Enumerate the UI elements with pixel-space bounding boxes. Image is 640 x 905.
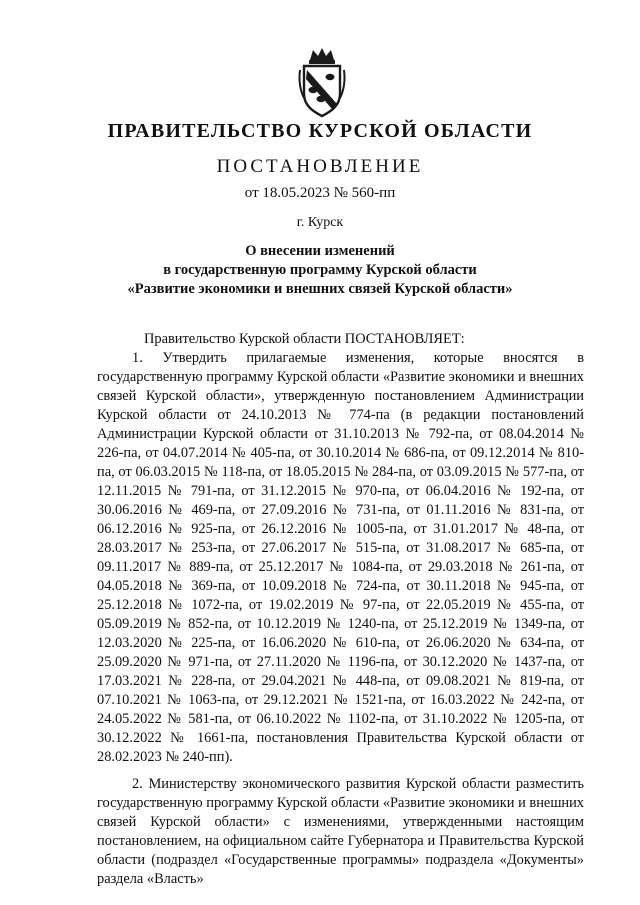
document-title	[0, 242, 640, 299]
preamble: Правительство Курской области ПОСТАНОВЛЯЕТ:	[144, 331, 465, 347]
document-city: г. Курск	[296, 215, 344, 230]
paragraph-item-1: 1. Утвердить прилагаемые изменения, которые вносятся в государственную программу Курской области «Развитие экономики и внешних связей Курской области», утвержденную постановлением Администрации Курской области от 24.10.2013 № 774-па (в редакции постановлений Администрации Курской области от 31.10.2013 № 792-па, от 08.04.2014 № 226-па, от 04.07.2014 № 405-па, от 30.10.2014 № 686-па, от 09.12.2014 № 810-па, от 06.03.2015 № 118-па, от 18.05.2015 № 284-па, от 03.09.2015 № 577-па, от 12.11.2015 № 791-па, от 31.12.2015 № 970-па, от 06.04.2016 № 192-па, от 30.06.2016 № 469-па, от 27.09.2016 № 731-па, от 01.11.2016 № 831-па, от 06.12.2016 № 925-па, от 26.12.2016 № 1005-па, от 31.01.2017 № 48-па, от 28.03.2017 № 253-па, от 27.06.2017 № 515-па, от 31.08.2017 № 685-па, от 09.11.2017 № 889-па, от 25.12.2017 № 1084-па, от 29.03.2018 № 261-па, от 04.05.2018 № 369-па, от 10.09.2018 № 724-па, от 30.11.2018 № 945-па, от 25.12.2018 № 1072-па, от 19.02.2019 № 97-па, от 22.05.2019 № 455-па, от 05.09.2019 № 852-па, от 10.12.2019 № 1240-па, от 25.12.2019 № 1349-па, от 12.03.2020 № 225-па, от 16.06.2020 № 610-па, от 26.06.2020 № 634-па, от 25.09.2020 № 971-па, от 27.11.2020 № 1196-па, от 30.12.2020 № 1437-па, от 17.03.2021 № 228-па, от 29.04.2021 № 448-па, от 09.08.2021 № 819-па, от 07.10.2021 № 1063-па, от 29.12.2021 № 1521-па, от 16.03.2022 № 242-па, от 24.05.2022 № 581-па, от 06.10.2022 № 1102-па, от 31.10.2022 № 1205-па, от 30.12.2022 № 1661-па, постановления Правительства Курской области от 28.02.2023 № 240-пп).	[97, 350, 584, 765]
title-line-1: О внесении изменений	[245, 243, 395, 259]
coat-of-arms-icon	[296, 46, 348, 118]
paragraph-item-2: 2. Министерству экономического развития Курской области разместить государственную программу Курской области «Развитие экономики и внешних связей Курской области» с изменениями, утвержденными настоящим постановлением, на официальном сайте Губернатора и Правительства Курской области (подраздел «Государственные программы» подраздела «Документы» раздела «Власть»	[97, 776, 584, 887]
title-line-3: «Развитие экономики и внешних связей Курской области»	[127, 281, 513, 297]
document-type: ПОСТАНОВЛЕНИЕ	[216, 156, 424, 177]
title-line-2: в государственную программу Курской области	[163, 262, 477, 278]
document-number: от 18.05.2023 № 560-пп	[244, 185, 396, 201]
government-name: ПРАВИТЕЛЬСТВО КУРСКОЙ ОБЛАСТИ	[107, 120, 533, 142]
document-body	[97, 330, 584, 889]
